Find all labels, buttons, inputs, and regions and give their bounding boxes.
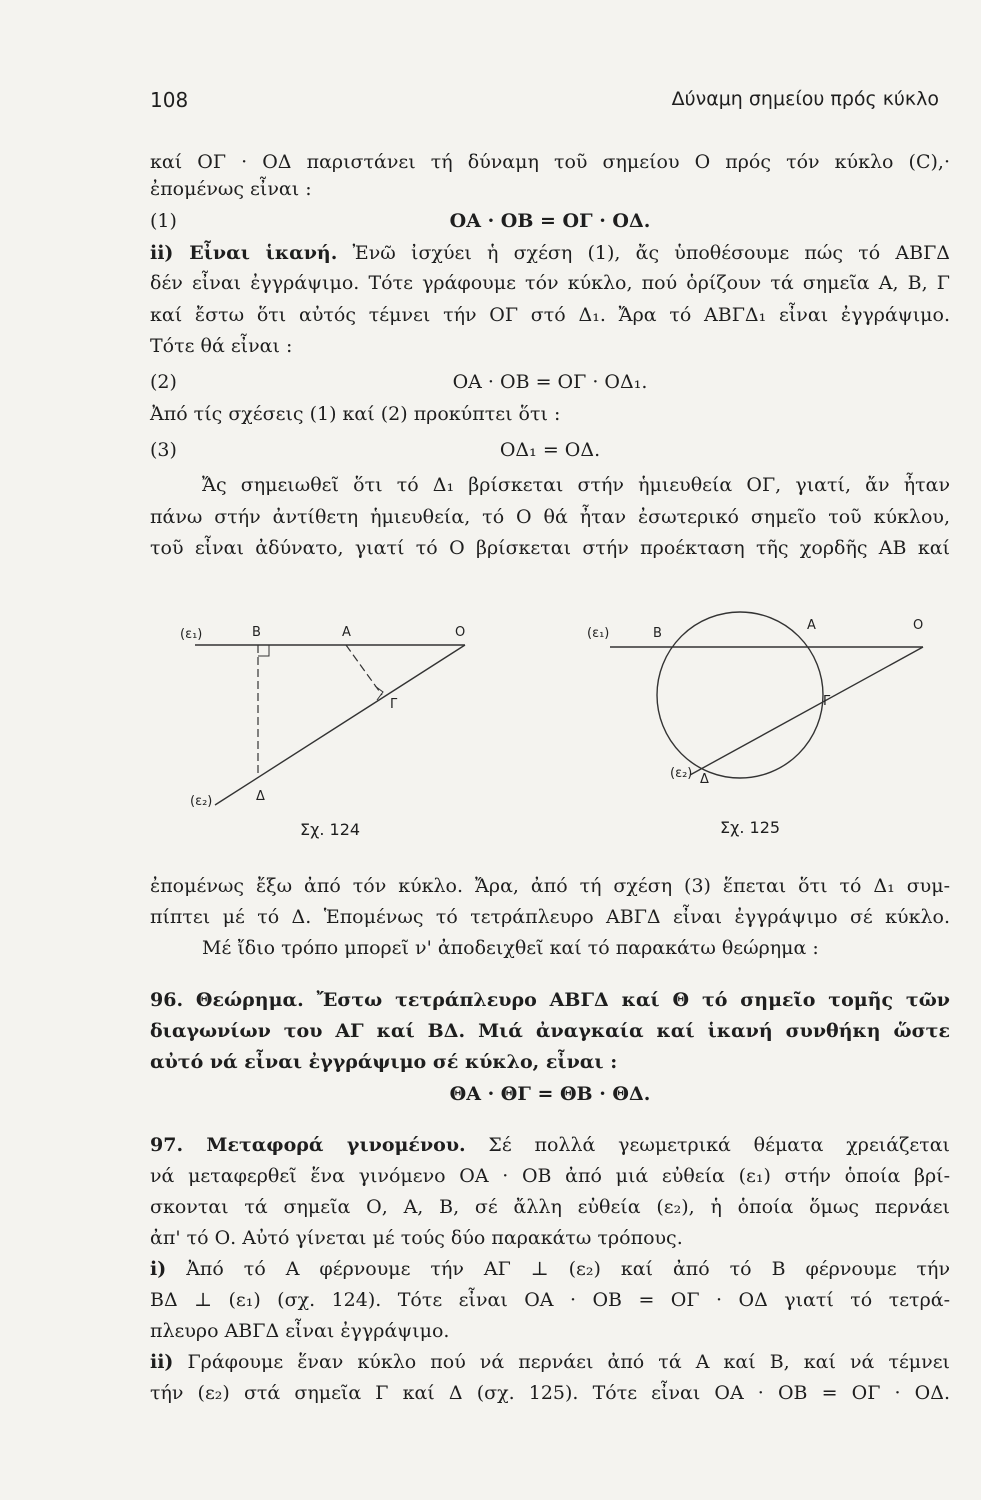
label-g: Γ (390, 697, 398, 712)
text-line: πίπτει μέ τό Δ. Ἑπομένως τό τετράπλευρο ΑΒΓΔ εἶναι ἐγγράψιμο σέ κύκλο. (150, 906, 950, 928)
label-e1: (ε₁) (180, 627, 203, 642)
theorem-text: αὐτό νά εἶναι ἐγγράψιμο σέ κύκλο, εἶναι : (150, 1051, 618, 1073)
label-e2: (ε₂) (670, 766, 693, 781)
item-marker: ii) (150, 1351, 174, 1373)
text-span: Σέ πολλά γεωμετρικά θέματα χρειάζεται (465, 1134, 950, 1156)
label-d: Δ (256, 789, 265, 804)
text-line: τοῦ εἶναι ἀδύνατο, γιατί τό Ο βρίσκεται στήν προέκταση τῆς χορδῆς ΑΒ καί (150, 537, 950, 559)
equation-body: ΘΑ · ΘΓ = ΘΒ · ΘΔ. (449, 1083, 651, 1105)
text-line: Τότε θά εἶναι : (150, 335, 293, 357)
text-line: ἀπ' τό Ο. Αὐτό γίνεται μέ τούς δύο παρακάτω τρόπους. (150, 1227, 683, 1249)
equation-number: (1) (150, 210, 177, 232)
text-line: ἐπομένως εἶναι : (150, 178, 312, 200)
text-line: τήν (ε₂) στά σημεῖα Γ καί Δ (σχ. 125). Τότε εἶναι ΟΑ · ΟΒ = ΟΓ · ΟΔ. (150, 1382, 950, 1404)
text-line: καί ΟΓ · ΟΔ παριστάνει τή δύναμη τοῦ σημείου Ο πρός τόν κύκλο (C),· (150, 151, 950, 173)
equation-body: ΟΑ · ΟΒ = ΟΓ · ΟΔ. (449, 210, 651, 232)
label-a: Α (342, 625, 351, 640)
text-line: Ἀπό τίς σχέσεις (1) καί (2) προκύπτει ὅτι : (150, 403, 561, 425)
item-marker: i) (150, 1258, 167, 1280)
text-line (150, 1257, 950, 1281)
figure-124 (150, 610, 490, 835)
line-e2 (690, 647, 923, 775)
text-span: Γράφουμε ἕναν κύκλο πού νά περνάει ἀπό τά Α καί Β, καί νά τέμνει (173, 1351, 950, 1373)
page-number: 108 (150, 88, 189, 112)
label-o: Ο (455, 625, 466, 640)
text-line (150, 241, 950, 265)
label-b: Β (653, 626, 662, 641)
section-heading: 97. Μεταφορά γινομένου. (150, 1134, 466, 1156)
theorem-line (150, 988, 950, 1012)
equation-body: ΟΔ₁ = ΟΔ. (499, 439, 601, 461)
equation-1 (150, 209, 950, 233)
label-b: Β (252, 625, 261, 640)
theorem-line (150, 1019, 950, 1043)
text-line: πάνω στήν ἀντίθετη ἡμιευθεία, τό Ο θά ἦταν ἐσωτερικό σημεῖο τοῦ κύκλου, (150, 506, 950, 528)
running-title: Δύναμη σημείου πρός κύκλο (671, 88, 939, 110)
text-line: ἐπομένως ἔξω ἀπό τόν κύκλο. Ἄρα, ἀπό τή σχέση (3) ἕπεται ὅτι τό Δ₁ συμ- (150, 875, 950, 897)
label-e1: (ε₁) (587, 626, 610, 641)
label-o: Ο (913, 618, 924, 633)
line-e2 (215, 645, 465, 805)
theorem-equation (150, 1082, 950, 1106)
label-a: Α (807, 618, 816, 633)
figure-caption: Σχ. 125 (720, 818, 781, 837)
text-span: Ἐνῶ ἰσχύει ἡ σχέση (1), ἄς ὑποθέσουμε πώς τό ΑΒΓΔ (337, 242, 951, 264)
label-e2: (ε₂) (190, 794, 213, 809)
text-line: καί ἔστω ὅτι αὐτός τέμνει τήν ΟΓ στό Δ₁. Ἄρα τό ΑΒΓΔ₁ εἶναι ἐγγράψιμο. (150, 304, 950, 326)
label-g: Γ (823, 694, 831, 709)
theorem-line (150, 1050, 950, 1074)
theorem-text: 96. Θεώρημα. Ἔστω τετράπλευρο ΑΒΓΔ καί Θ τό σημεῖο τομῆς τῶν (150, 989, 950, 1011)
text-line: νά μεταφερθεῖ ἕνα γινόμενο ΟΑ · ΟΒ ἀπό μιά εὐθεία (ε₁) στήν ὁποία βρί- (150, 1165, 950, 1187)
text-line: πλευρο ΑΒΓΔ εἶναι ἐγγράψιμο. (150, 1320, 450, 1342)
equation-body: ΟΑ · ΟΒ = ΟΓ · ΟΔ₁. (452, 371, 648, 393)
text-line: ΒΔ ⊥ (ε₁) (σχ. 124). Τότε εἶναι ΟΑ · ΟΒ = ΟΓ · ΟΔ γιατί τό τετρά- (150, 1289, 950, 1311)
section-heading: ii) Εἶναι ἱκανή. (150, 242, 338, 264)
text-line: Μέ ἴδιο τρόπο μπορεῖ ν' ἀποδειχθεῖ καί τό παρακάτω θεώρημα : (202, 937, 819, 959)
text-span: Ἀπό τό Α φέρνουμε τήν ΑΓ ⊥ (ε₂) καί ἀπό τό Β φέρνουμε τήν (166, 1258, 950, 1280)
text-line: σκονται τά σημεῖα Ο, Α, Β, σέ ἄλλη εὐθεία (ε₂), ἡ ὁποία ὅμως περνάει (150, 1196, 950, 1218)
text-line: δέν εἶναι ἐγγράψιμο. Τότε γράφουμε τόν κύκλο, πού ὁρίζουν τά σημεῖα Α, Β, Γ (150, 272, 950, 294)
equation-number: (3) (150, 439, 177, 461)
circle (657, 612, 823, 778)
text-line (150, 1133, 950, 1157)
theorem-text: διαγωνίων του ΑΓ καί ΒΔ. Μιά ἀναγκαία καί ἱκανή συνθήκη ὥστε (150, 1020, 950, 1042)
equation-number: (2) (150, 371, 177, 393)
figure-125 (575, 585, 935, 825)
figure-caption: Σχ. 124 (300, 820, 361, 839)
equation-2 (150, 370, 950, 394)
right-angle-mark (258, 645, 269, 656)
label-d: Δ (700, 772, 709, 787)
equation-3 (150, 438, 950, 462)
text-line: Ἄς σημειωθεῖ ὅτι τό Δ₁ βρίσκεται στήν ἡμιευθεία ΟΓ, γιατί, ἄν ἦταν (202, 474, 950, 496)
text-line (150, 1350, 950, 1374)
